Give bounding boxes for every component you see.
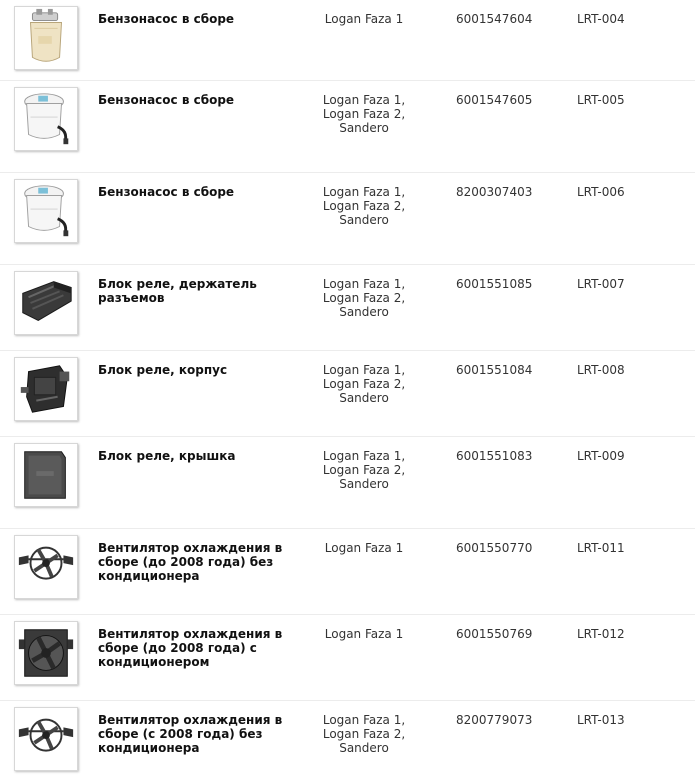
product-name[interactable]: Бензонасос в сборе: [98, 185, 235, 199]
product-models: [310, 185, 418, 227]
product-article: LRT-005: [577, 93, 625, 107]
model-line: Logan Faza 1,: [322, 185, 406, 199]
relay-housing-icon: [15, 358, 77, 420]
model-line: Sandero: [339, 305, 389, 319]
model-line: Logan Faza 1,: [322, 713, 406, 727]
product-name[interactable]: Бензонасос в сборе: [98, 93, 235, 107]
product-article: LRT-006: [577, 185, 625, 199]
product-article: LRT-012: [577, 627, 625, 641]
product-thumbnail[interactable]: [14, 621, 78, 685]
model-line: Logan Faza 2,: [322, 377, 406, 391]
product-article: LRT-004: [577, 12, 625, 26]
model-line: Logan Faza 1,: [322, 363, 406, 377]
model-line: Logan Faza 1: [324, 627, 404, 641]
model-line: Logan Faza 1,: [322, 277, 406, 291]
product-code: 6001551085: [456, 277, 533, 291]
product-models: [310, 713, 418, 755]
product-name[interactable]: Блок реле, крышка: [98, 449, 236, 463]
table-row: [0, 351, 695, 437]
table-row: [0, 701, 695, 781]
table-row: [0, 265, 695, 351]
product-thumbnail[interactable]: [14, 87, 78, 151]
product-code: 6001551083: [456, 449, 533, 463]
table-row: [0, 437, 695, 529]
model-line: Logan Faza 1: [324, 12, 404, 26]
product-name[interactable]: Блок реле, держатель разъемов: [98, 277, 257, 305]
product-models: [310, 93, 418, 135]
product-code: 6001550770: [456, 541, 533, 555]
table-row: [0, 173, 695, 265]
product-models: [310, 12, 418, 26]
model-line: Logan Faza 2,: [322, 727, 406, 741]
fuel-pump-icon: [15, 180, 77, 242]
product-article: LRT-008: [577, 363, 625, 377]
product-code: 8200307403: [456, 185, 533, 199]
product-code: 8200779073: [456, 713, 533, 727]
model-line: Logan Faza 2,: [322, 291, 406, 305]
model-line: Sandero: [339, 477, 389, 491]
table-row: [0, 615, 695, 701]
relay-cover-icon: [15, 444, 77, 506]
model-line: Logan Faza 1,: [322, 449, 406, 463]
model-line: Sandero: [339, 741, 389, 755]
product-thumbnail[interactable]: [14, 6, 78, 70]
product-name[interactable]: Вентилятор охлаждения в сборе (до 2008 года) без кондиционера: [98, 541, 283, 583]
product-thumbnail[interactable]: [14, 707, 78, 771]
product-models: [310, 627, 418, 641]
model-line: Sandero: [339, 121, 389, 135]
product-code: 6001551084: [456, 363, 533, 377]
model-line: Sandero: [339, 213, 389, 227]
product-code: 6001547605: [456, 93, 533, 107]
product-thumbnail[interactable]: [14, 443, 78, 507]
cooling-fan-shroud-icon: [15, 622, 77, 684]
product-thumbnail[interactable]: [14, 357, 78, 421]
product-models: [310, 363, 418, 405]
model-line: Sandero: [339, 391, 389, 405]
product-thumbnail[interactable]: [14, 535, 78, 599]
cooling-fan-icon: [15, 536, 77, 598]
product-name[interactable]: Вентилятор охлаждения в сборе (до 2008 года) с кондиционером: [98, 627, 283, 669]
product-name[interactable]: Блок реле, корпус: [98, 363, 228, 377]
product-models: [310, 449, 418, 491]
product-article: LRT-007: [577, 277, 625, 291]
relay-holder-icon: [15, 272, 77, 334]
product-code: 6001550769: [456, 627, 533, 641]
table-row: [0, 0, 695, 81]
product-thumbnail[interactable]: [14, 271, 78, 335]
product-name[interactable]: Бензонасос в сборе: [98, 12, 235, 26]
product-article: LRT-011: [577, 541, 625, 555]
product-models: [310, 277, 418, 319]
model-line: Logan Faza 1,: [322, 93, 406, 107]
product-article: LRT-013: [577, 713, 625, 727]
fuel-pump-icon: [15, 88, 77, 150]
fuel-pump-icon: [15, 7, 77, 69]
model-line: Logan Faza 2,: [322, 199, 406, 213]
product-thumbnail[interactable]: [14, 179, 78, 243]
model-line: Logan Faza 2,: [322, 107, 406, 121]
model-line: Logan Faza 2,: [322, 463, 406, 477]
cooling-fan-icon: [15, 708, 77, 770]
product-article: LRT-009: [577, 449, 625, 463]
product-code: 6001547604: [456, 12, 533, 26]
table-row: [0, 529, 695, 615]
product-name[interactable]: Вентилятор охлаждения в сборе (с 2008 года) без кондиционера: [98, 713, 283, 755]
product-models: [310, 541, 418, 555]
model-line: Logan Faza 1: [324, 541, 404, 555]
table-row: [0, 81, 695, 173]
